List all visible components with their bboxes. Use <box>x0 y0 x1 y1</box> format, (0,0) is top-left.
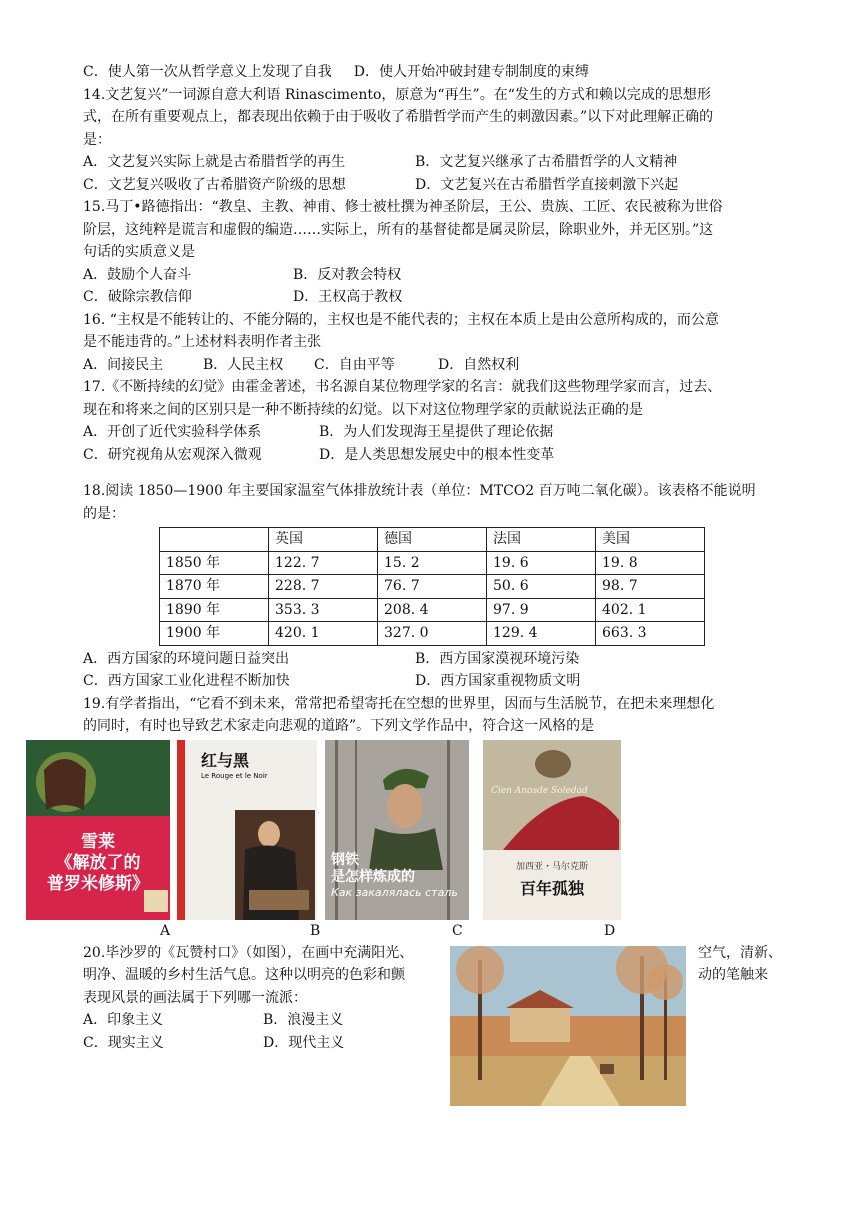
question-15 <box>83 196 783 309</box>
q18-option-b[interactable]: B．西方国家漠视环境污染 <box>415 650 580 667</box>
q16-options-row <box>83 354 783 377</box>
table-cell: 122. 7 <box>269 551 378 575</box>
table-cell: 50. 6 <box>487 575 596 599</box>
book-labels <box>83 920 783 942</box>
table-row <box>160 551 705 575</box>
q15-options-row <box>83 264 783 287</box>
table-cell: 129. 4 <box>487 622 596 646</box>
book-cover-a[interactable] <box>26 740 170 920</box>
q20-option-d[interactable]: D．现代主义 <box>263 1034 345 1051</box>
table-cell: 1890 年 <box>160 598 269 622</box>
book-label-b: B <box>310 922 321 939</box>
q17-option-a[interactable]: A．开创了近代实验科学体系 <box>83 424 262 440</box>
table-header-cell: 法国 <box>487 528 596 552</box>
q20-option-a[interactable]: A．印象主义 <box>83 1012 164 1028</box>
exam-page <box>47 61 783 1054</box>
q19-stem: 的同时，有时也导致艺术家走向悲观的道路”。下列文学作品中，符合这一风格的是 <box>83 718 595 734</box>
q20-stem: 20.毕沙罗的《瓦赞村口》（如图），在画中充满阳光、 <box>83 944 414 961</box>
book-c-subtitle: Как закалялась сталь <box>331 885 458 899</box>
book-d-title: 百年孤独 <box>519 879 584 898</box>
q15-stem: 阶层，这纯粹是谎言和虚假的编造……实际上，所有的基督徒都是属灵阶层，除职业外，并无区别。”这 <box>83 221 714 238</box>
q17-option-d[interactable]: D．是人类思想发展史中的根本性变革 <box>319 446 555 463</box>
q16-option-a[interactable]: A．间接民主 <box>83 356 164 373</box>
q18-options-row <box>83 648 783 671</box>
q20-option-c[interactable]: C．现实主义 <box>83 1034 164 1051</box>
q13-option-d[interactable]: D．使人开始冲破封建专制制度的束缚 <box>353 64 589 80</box>
q14-options-row <box>83 174 783 197</box>
q18-stem: 的是： <box>83 505 125 522</box>
q15-option-c[interactable]: C．破除宗教信仰 <box>83 289 192 305</box>
book-c-title: 是怎样炼成的 <box>331 868 415 885</box>
table-header-cell: 美国 <box>596 528 705 552</box>
q13-options <box>83 61 783 84</box>
q16-option-c[interactable]: C．自由平等 <box>314 356 395 373</box>
q15-options-row <box>83 286 783 309</box>
book-b-subtitle: Le Rouge et le Noir <box>201 772 268 780</box>
table-cell: 228. 7 <box>269 575 378 599</box>
table-cell: 327. 0 <box>378 622 487 646</box>
painting-artwork <box>450 946 686 1106</box>
table-row <box>160 575 705 599</box>
q14-option-b[interactable]: B．文艺复兴继承了古希腊哲学的人文精神 <box>415 154 678 170</box>
table-cell: 76. 7 <box>378 575 487 599</box>
table-header-cell: 英国 <box>269 528 378 552</box>
q20-stem: 明净、温暖的乡村生活气息。这种以明亮的色彩和颤 <box>83 967 405 983</box>
q16-option-b[interactable]: B．人民主权 <box>203 356 284 373</box>
book-a-title: 《解放了的 <box>55 852 141 873</box>
question-19 <box>47 693 783 942</box>
q14-option-c[interactable]: C．文艺复兴吸收了古希腊资产阶级的思想 <box>83 176 346 193</box>
q18-option-d[interactable]: D．西方国家重视物质文明 <box>415 673 581 689</box>
book-cover-c[interactable] <box>325 740 469 920</box>
book-a-title: 普罗米修斯》 <box>47 873 149 894</box>
question-18 <box>83 480 783 693</box>
q18-stem: 18.阅读 1850—1900 年主要国家温室气体排放统计表（单位：MTCO2 百万吨二氧化碳）。该表格不能说明 <box>83 483 756 499</box>
book-d-author: 加西亚・马尔克斯 <box>515 861 588 872</box>
table-cell: 1900 年 <box>160 622 269 646</box>
q17-stem: 现在和将来之间的区别只是一种不断持续的幻觉。以下对这位物理学家的贡献说法正确的是 <box>83 401 643 418</box>
q18-option-c[interactable]: C．西方国家工业化进程不断加快 <box>83 673 290 689</box>
book-a-title: 雪莱 <box>81 831 115 852</box>
q16-option-d[interactable]: D．自然权利 <box>438 356 520 373</box>
table-cell: 19. 6 <box>487 551 596 575</box>
table-cell: 1850 年 <box>160 551 269 575</box>
q15-stem: 15.马丁•路德指出：“教皇、主教、神甫、修士被杜撰为神圣阶层，王公、贵族、工匠、农民被称为世俗 <box>83 199 723 215</box>
table-cell: 1870 年 <box>160 575 269 599</box>
emissions-table <box>159 527 705 646</box>
question-20 <box>83 942 783 1055</box>
question-17 <box>83 376 783 466</box>
book-label-c: C <box>452 922 463 939</box>
table-header-row <box>160 528 705 552</box>
book-cover-b[interactable] <box>177 740 317 920</box>
table-cell: 97. 9 <box>487 598 596 622</box>
question-14 <box>83 84 783 197</box>
book-covers <box>47 740 783 920</box>
q17-options-row <box>83 444 783 467</box>
table-cell: 420. 1 <box>269 622 378 646</box>
table-row <box>160 598 705 622</box>
table-cell: 19. 8 <box>596 551 705 575</box>
q17-option-c[interactable]: C．研究视角从宏观深入微观 <box>83 446 262 463</box>
q18-options-row <box>83 670 783 693</box>
q14-stem: 式，在所有重要观点上，都表现出依赖于由于吸收了希腊哲学而产生的刺激因素。”以下对此理解正确的 <box>83 109 714 125</box>
table-cell: 208. 4 <box>378 598 487 622</box>
table-cell: 353. 3 <box>269 598 378 622</box>
q13-option-c[interactable]: C．使人第一次从哲学意义上发现了自我 <box>83 64 332 80</box>
q17-option-b[interactable]: B．为人们发现海王星提供了理论依据 <box>319 424 554 440</box>
q18-option-a[interactable]: A．西方国家的环境问题日益突出 <box>83 650 290 667</box>
q15-option-d[interactable]: D．王权高于教权 <box>293 289 403 305</box>
question-16 <box>83 309 783 377</box>
book-c-title: 钢铁 <box>331 851 359 868</box>
q14-stem: 14.文艺复兴”一词源自意大利语 Rinascimento，原意为“再生”。在“发生的方式和赖以完成的思想形 <box>83 86 711 103</box>
q20-stem: 表现风景的画法属于下列哪一流派： <box>83 989 307 1006</box>
q20-stem: 空气，清新、 <box>698 944 782 961</box>
q14-stem: 是： <box>83 131 111 148</box>
painting-image <box>450 946 686 1106</box>
book-b-title: 红与黑 <box>201 750 250 770</box>
table-cell: 98. 7 <box>596 575 705 599</box>
book-label-a: A <box>160 922 171 939</box>
q15-stem: 句话的实质意义是 <box>83 244 195 260</box>
q17-options-row <box>83 421 783 444</box>
q17-stem: 17.《不断持续的幻觉》由霍金著述，书名源自某位物理学家的名言：就我们这些物理学家而言，过去、 <box>83 379 722 395</box>
q20-option-b[interactable]: B．浪漫主义 <box>263 1012 344 1028</box>
table-header-cell <box>160 528 269 552</box>
q15-option-a[interactable]: A．鼓励个人奋斗 <box>83 266 192 283</box>
book-label-d: D <box>604 922 616 939</box>
table-cell: 663. 3 <box>596 622 705 646</box>
table-cell: 402. 1 <box>596 598 705 622</box>
q16-stem: 16. “主权是不能转让的、不能分隔的，主权也是不能代表的；主权在本质上是由公意所构成的，而公意 <box>83 311 719 328</box>
book-cover-d[interactable] <box>483 740 621 920</box>
q14-option-d[interactable]: D．文艺复兴在古希腊哲学直接刺激下兴起 <box>415 176 679 193</box>
q19-stem: 19.有学者指出，“它看不到未来，常常把希望寄托在空想的世界里，因而与生活脱节，在把未来理想化 <box>83 695 715 712</box>
table-row <box>160 622 705 646</box>
book-d-subtitle: Cien Anosde Soledad <box>491 785 588 796</box>
q15-option-b[interactable]: B．反对教会特权 <box>293 266 402 283</box>
q20-stem: 动的笔触来 <box>698 967 768 983</box>
table-header-cell: 德国 <box>378 528 487 552</box>
table-cell: 15. 2 <box>378 551 487 575</box>
q14-options-row <box>83 151 783 174</box>
q14-option-a[interactable]: A．文艺复兴实际上就是古希腊哲学的再生 <box>83 154 346 170</box>
q16-stem: 是不能违背的。”上述材料表明作者主张 <box>83 334 322 350</box>
